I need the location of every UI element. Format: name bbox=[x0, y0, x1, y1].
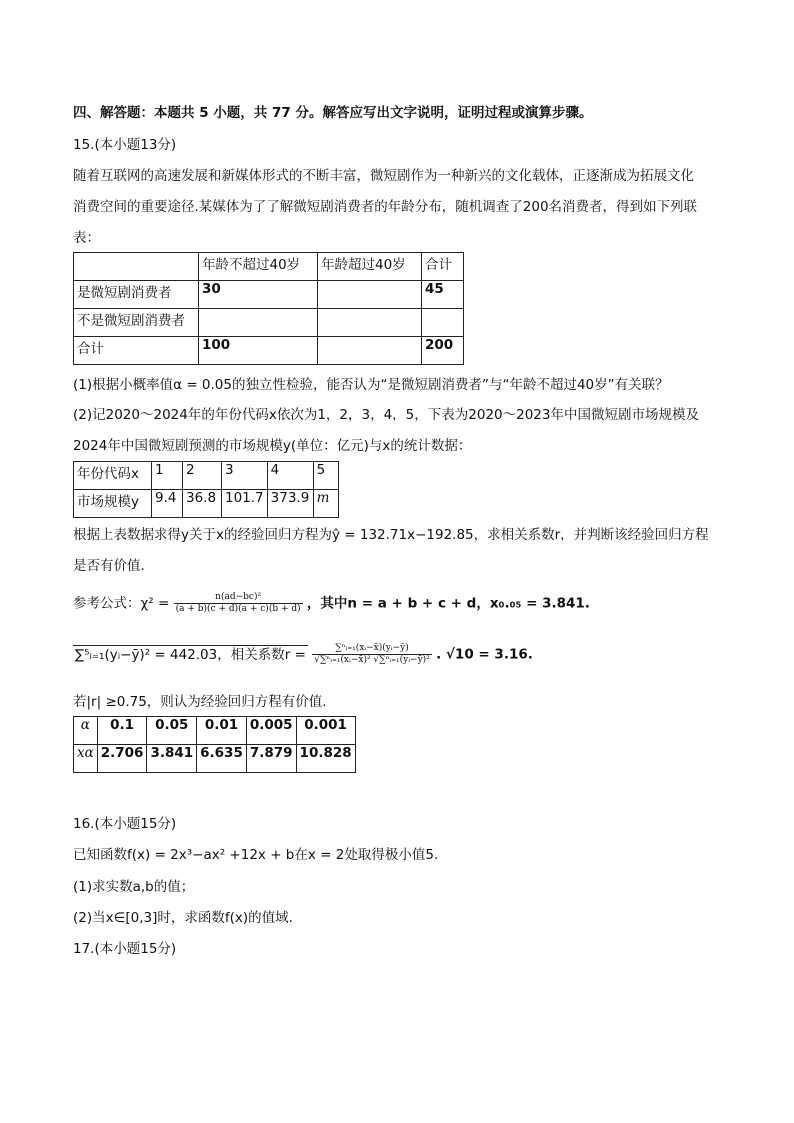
table-cell: 101.7 bbox=[222, 490, 268, 518]
q15-part1: (1)根据小概率值α = 0.05的独立性检验，能否认为“是微短剧消费者”与“年龄不超过40岁”有关联？ bbox=[73, 377, 669, 393]
table-cell: 0.001 bbox=[296, 717, 355, 745]
sqrt-sum-label: ∑⁵ᵢ₌₁(yᵢ−ȳ)² = 442.03，相关系数r = bbox=[75, 646, 306, 663]
table-cell: 36.8 bbox=[183, 490, 222, 518]
correlation-fraction bbox=[312, 643, 432, 666]
q15-part2a: (2)记2020～2024年的年份代码x依次为1，2，3，4，5，下表为2020～2023年中国微短剧市场规模及 bbox=[73, 407, 699, 423]
table-cell: 合计 bbox=[422, 253, 464, 281]
table-header-row bbox=[74, 253, 464, 281]
q15-part2d: 是否有价值. bbox=[73, 558, 145, 574]
table-row bbox=[74, 745, 356, 773]
table-cell: 2 bbox=[183, 462, 222, 490]
table-cell: 是微短剧消费者 bbox=[74, 281, 199, 309]
table-cell: 市场规模y bbox=[74, 490, 152, 518]
table-cell: xα bbox=[74, 745, 98, 773]
table-cell bbox=[422, 309, 464, 337]
fraction-denominator: √∑ⁿᵢ₌₁(xᵢ−x̄)² √∑ⁿᵢ₌₁(yᵢ−ȳ)² bbox=[314, 655, 430, 665]
table-row bbox=[74, 462, 339, 490]
table-cell: 4 bbox=[267, 462, 313, 490]
table-cell: 3.841 bbox=[147, 745, 197, 773]
q16-part1: (1)求实数a,b的值； bbox=[73, 879, 195, 895]
table-cell: 10.828 bbox=[296, 745, 355, 773]
table-cell: 3 bbox=[222, 462, 268, 490]
table-cell: m bbox=[313, 490, 338, 518]
table-cell: 5 bbox=[313, 462, 338, 490]
contingency-table bbox=[73, 252, 464, 365]
table-cell: 0.1 bbox=[97, 717, 147, 745]
table-cell bbox=[318, 337, 422, 365]
table-cell: 年份代码x bbox=[74, 462, 152, 490]
table-row bbox=[74, 281, 464, 309]
table-row bbox=[74, 337, 464, 365]
q15-part2c: 根据上表数据求得y关于x的经验回归方程为ŷ = 132.71x−192.85，求相关系数r，并判断该经验回归方程 bbox=[73, 527, 709, 543]
table-cell: 0.01 bbox=[197, 717, 247, 745]
correlation-formula-line bbox=[73, 643, 533, 666]
table-cell bbox=[318, 281, 422, 309]
alpha-table bbox=[73, 716, 356, 773]
table-cell: α bbox=[74, 717, 98, 745]
q16-part2: (2)当x∈[0,3]时，求函数f(x)的值域. bbox=[73, 910, 293, 926]
table-cell: 9.4 bbox=[152, 490, 183, 518]
q16-stem: 已知函数f(x) = 2x³−ax² +12x + b在x = 2处取得极小值5. bbox=[73, 847, 439, 863]
section-header: 四、解答题：本题共 5 小题，共 77 分。解答应写出文字说明，证明过程或演算步骤。 bbox=[73, 105, 593, 121]
table-cell: 年龄不超过40岁 bbox=[199, 253, 318, 281]
table-row bbox=[74, 490, 339, 518]
criterion-text: 若|r| ≥0.75，则认为经验回归方程有价值. bbox=[73, 694, 327, 710]
reference-label: 参考公式：χ² = bbox=[73, 595, 170, 612]
reference-formula-line bbox=[73, 592, 590, 615]
table-cell bbox=[199, 309, 318, 337]
table-cell: 2.706 bbox=[97, 745, 147, 773]
table-cell: 0.005 bbox=[246, 717, 296, 745]
q15-intro-2: 消费空间的重要途径.某媒体为了了解微短剧消费者的年龄分布，随机调查了200名消费者，得到如下列联 bbox=[73, 199, 698, 215]
fraction-denominator: (a + b)(c + d)(a + c)(b + d) bbox=[175, 604, 301, 614]
market-table bbox=[73, 461, 339, 518]
table-cell: 100 bbox=[199, 337, 318, 365]
q15-intro-1: 随着互联网的高速发展和新媒体形式的不断丰富，微短剧作为一种新兴的文化载体，正逐渐成为拓展文化 bbox=[73, 168, 694, 184]
reference-tail: ，其中n = a + b + c + d，x₀.₀₅ = 3.841. bbox=[306, 595, 590, 612]
q17-title: 17.(本小题15分) bbox=[73, 941, 177, 957]
table-row bbox=[74, 309, 464, 337]
table-cell: 合计 bbox=[74, 337, 199, 365]
table-cell bbox=[318, 309, 422, 337]
chi-square-fraction bbox=[174, 592, 303, 615]
q15-title: 15.(本小题13分) bbox=[73, 137, 177, 153]
table-cell: 45 bbox=[422, 281, 464, 309]
sqrt10-value: . √10 = 3.16. bbox=[436, 646, 533, 663]
table-cell: 200 bbox=[422, 337, 464, 365]
table-cell: 年龄超过40岁 bbox=[318, 253, 422, 281]
q15-intro-3: 表： bbox=[73, 230, 100, 246]
table-cell: 30 bbox=[199, 281, 318, 309]
table-cell: 6.635 bbox=[197, 745, 247, 773]
fraction-numerator: n(ad−bc)² bbox=[174, 592, 303, 604]
table-cell: 1 bbox=[152, 462, 183, 490]
table-cell bbox=[74, 253, 199, 281]
table-cell: 373.9 bbox=[267, 490, 313, 518]
q15-part2b: 2024年中国微短剧预测的市场规模y(单位：亿元)与x的统计数据： bbox=[73, 438, 472, 454]
table-cell: 不是微短剧消费者 bbox=[74, 309, 199, 337]
table-cell: 0.05 bbox=[147, 717, 197, 745]
q16-title: 16.(本小题15分) bbox=[73, 816, 177, 832]
table-cell: 7.879 bbox=[246, 745, 296, 773]
fraction-numerator: ∑ⁿᵢ₌₁(xᵢ−x̄)(yᵢ−ȳ) bbox=[312, 643, 432, 655]
table-row bbox=[74, 717, 356, 745]
